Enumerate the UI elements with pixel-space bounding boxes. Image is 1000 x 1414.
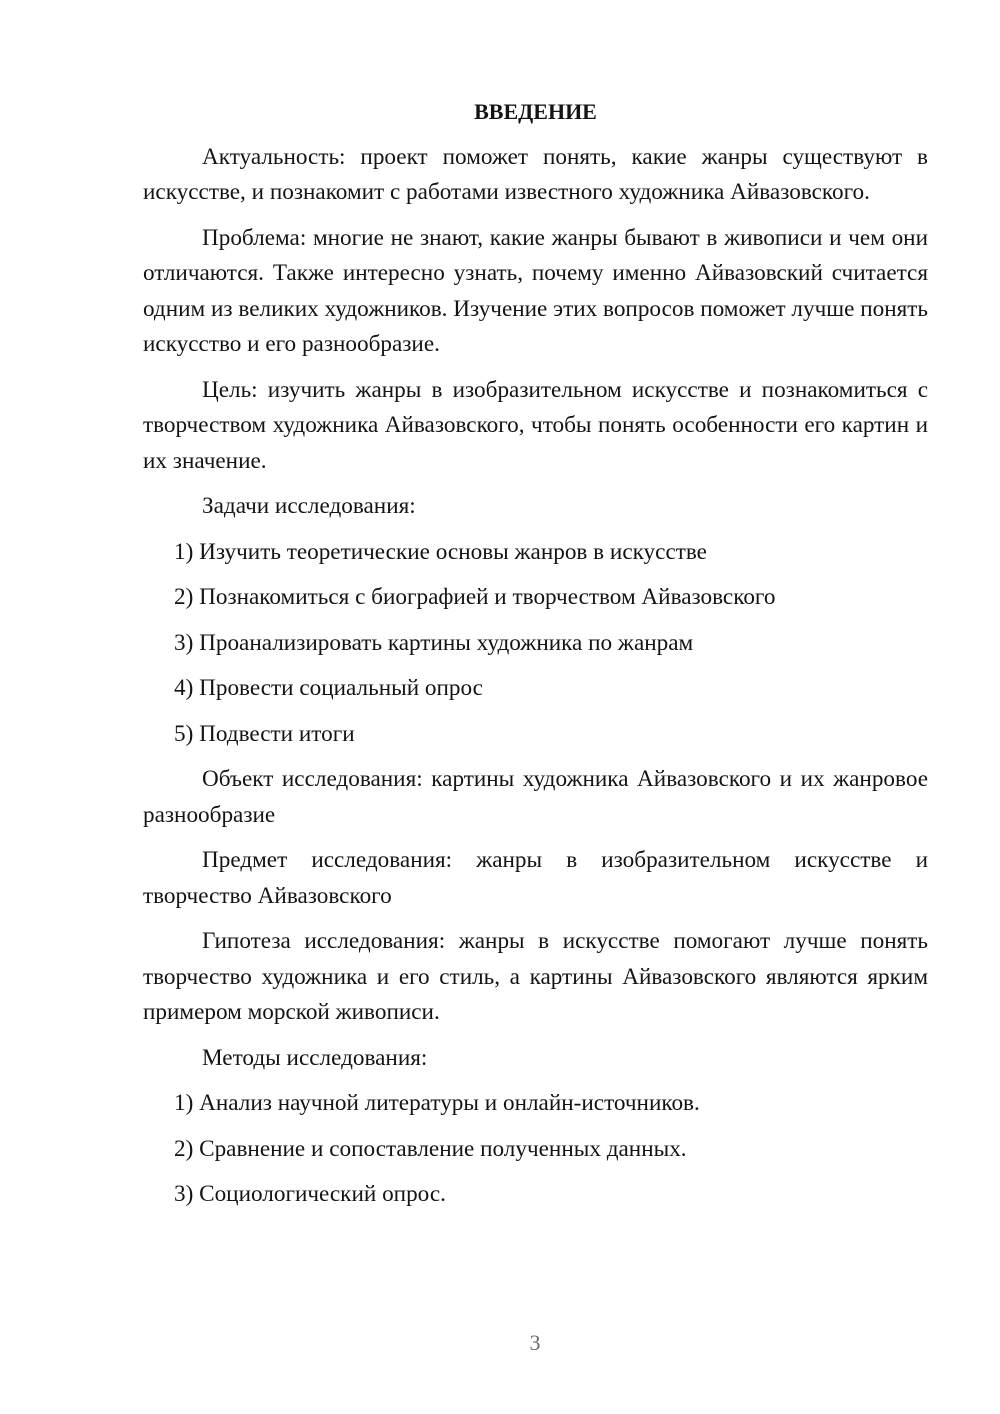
methods-list <box>143 1086 928 1213</box>
page-number: 3 <box>529 1330 541 1355</box>
object-paragraph: Объект исследования: картины художника Айвазовского и их жанровое разнообразие <box>143 766 928 828</box>
goal-paragraph: Цель: изучить жанры в изобразительном искусстве и познакомиться с творчеством художника Айвазовского, чтобы понять особенности его картин и их значение. <box>143 376 928 474</box>
page-content <box>143 94 928 1223</box>
list-item: 5) Подвести итоги <box>174 720 355 747</box>
methods-heading: Методы исследования: <box>202 1044 428 1071</box>
hypothesis-paragraph: Гипотеза исследования: жанры в искусстве помогают лучше понять творчество художника и его стиль, а картины Айвазовского являются ярким примером морской живописи. <box>143 928 928 1025</box>
list-item: 2) Сравнение и сопоставление полученных данных. <box>174 1135 687 1162</box>
list-item: 3) Социологический опрос. <box>174 1181 446 1207</box>
section-title: ВВЕДЕНИЕ <box>474 99 597 124</box>
tasks-heading: Задачи исследования: <box>202 493 416 519</box>
list-item: 1) Изучить теоретические основы жанров в искусстве <box>174 538 707 565</box>
list-item: 1) Анализ научной литературы и онлайн-источников. <box>174 1090 700 1116</box>
list-item: 2) Познакомиться с биографией и творчеством Айвазовского <box>174 584 776 610</box>
tasks-list <box>143 535 928 753</box>
list-item: 3) Проанализировать картины художника по жанрам <box>174 629 694 656</box>
list-item: 4) Провести социальный опрос <box>174 675 483 701</box>
problem-paragraph: Проблема: многие не знают, какие жанры бывают в живописи и чем они отличаются. Также интересно узнать, почему именно Айвазовский считается одним из великих художников. Изучение этих вопросов поможет лучше понять искусство и его разнообразие. <box>143 224 928 357</box>
relevance-paragraph: Актуальность: проект поможет понять, какие жанры существуют в искусстве, и познакомит с работами известного художника Айвазовского. <box>143 143 928 205</box>
subject-paragraph: Предмет исследования: жанры в изобразительном искусстве и творчество Айвазовского <box>143 847 928 909</box>
